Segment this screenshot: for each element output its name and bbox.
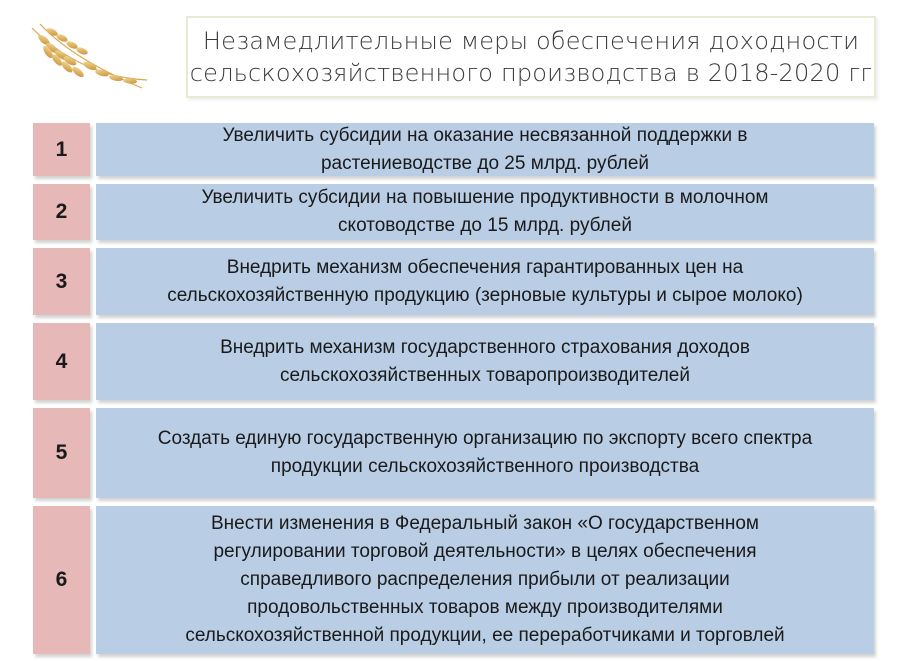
slide-title <box>186 16 876 98</box>
measure-row <box>33 323 874 400</box>
measure-number: 2 <box>33 184 90 240</box>
measure-text: Внедрить механизм государственного страхования доходов сельскохозяйственных товаропроизводителей <box>96 323 874 400</box>
measure-number: 4 <box>33 323 90 400</box>
measure-text: Увеличить субсидии на оказание несвязанной поддержки в растениеводстве до 25 млрд. рублей <box>96 123 874 176</box>
title-line-1: Незамедлительные меры обеспечения доходности <box>202 27 860 55</box>
measure-number: 3 <box>33 248 90 315</box>
measure-row <box>33 408 874 498</box>
measure-text: Внести изменения в Федеральный закон «О государственном регулировании торговой деятельности» в целях обеспечения справедливого распределения прибыли от реализации продовольственных товаров между производителями сельскохозяйственной продукции, ее переработчиками и торговлей <box>96 506 874 654</box>
measure-number: 1 <box>33 123 90 176</box>
measure-row <box>33 184 874 240</box>
measure-number: 5 <box>33 408 90 498</box>
wheat-ears-icon <box>22 18 152 98</box>
measure-row <box>33 248 874 315</box>
measure-text: Увеличить субсидии на повышение продуктивности в молочном скотоводстве до 15 млрд. рублей <box>96 184 874 240</box>
measure-number: 6 <box>33 506 90 654</box>
title-line-2: сельскохозяйственного производства в 2018-2020 гг <box>189 59 873 87</box>
measure-text: Внедрить механизм обеспечения гарантированных цен на сельскохозяйственную продукцию (зерновые культуры и сырое молоко) <box>96 248 874 315</box>
measure-row <box>33 506 874 654</box>
measure-row <box>33 123 874 176</box>
measure-text: Создать единую государственную организацию по экспорту всего спектра продукции сельскохозяйственного производства <box>96 408 874 498</box>
